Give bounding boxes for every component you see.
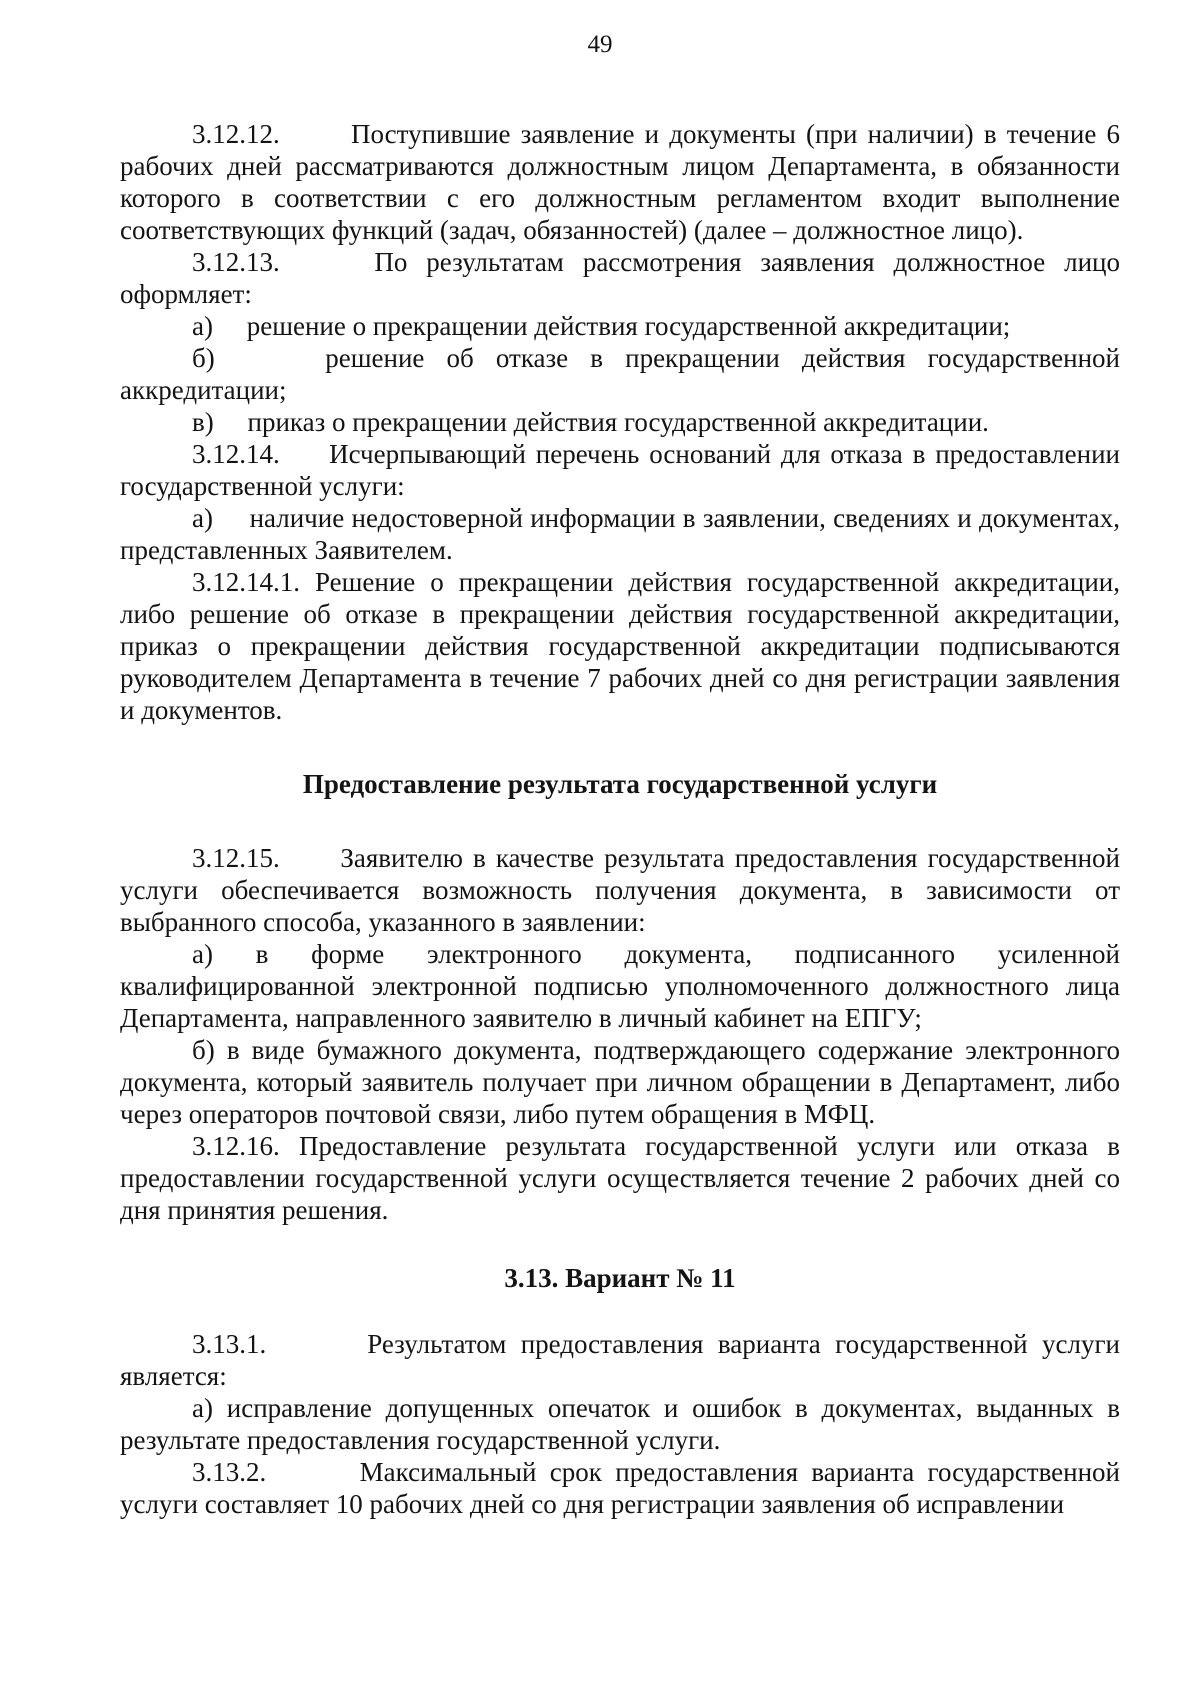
document-body [120, 118, 1120, 1520]
paragraph-3-12-15: 3.12.15. Заявителю в качестве результата предоставления государственной услуги обеспечивается возможность получения документа, в зависимости от выбранного способа, указанного в заявлении: [120, 843, 1120, 937]
page-number: 49 [587, 31, 613, 58]
paragraph-3-12-14: 3.12.14. Исчерпывающий перечень оснований для отказа в предоставлении государственной услуги: [120, 439, 1120, 501]
paragraph-3-12-13: 3.12.13. По результатам рассмотрения заявления должностное лицо оформляет: [120, 247, 1120, 309]
list-item-b-paper-document: б) в виде бумажного документа, подтверждающего содержание электронного документа, который заявитель получает при личном обращении в Департамент, либо через операторов почтовой связи, либо путем обращения в МФЦ. [120, 1035, 1120, 1129]
list-item-v-order-termination: в) приказ о прекращении действия государственной аккредитации. [192, 407, 989, 437]
paragraph-3-12-14-1: 3.12.14.1. Решение о прекращении действия государственной аккредитации, либо решение об отказе в прекращении действия государственной аккредитации, приказ о прекращении действия государственной аккредитации подписываются руководителем Департамента в течение 7 рабочих дней со дня регистрации заявления и документов. [120, 567, 1120, 725]
list-item-a-electronic-document: а) в форме электронного документа, подписанного усиленной квалифицированной электронной подписью уполномоченного должностного лица Департамента, направленного заявителю в личный кабинет на ЕПГУ; [120, 939, 1120, 1033]
list-item-a-correction: а) исправление допущенных опечаток и ошибок в документах, выданных в результате предоставления государственной услуги. [120, 1393, 1120, 1455]
list-item-a-decision-termination: а) решение о прекращении действия государственной аккредитации; [192, 311, 1011, 341]
paragraph-3-12-12: 3.12.12. Поступившие заявление и документы (при наличии) в течение 6 рабочих дней рассматриваются должностным лицом Департамента, в обязанности которого в соответствии с его должностным регламентом входит выполнение соответствующих функций (задач, обязанностей) (далее – должностное лицо). [120, 119, 1120, 245]
section-heading-variant-11: 3.13. Вариант № 11 [504, 1263, 736, 1293]
paragraph-3-13-2: 3.13.2. Максимальный срок предоставления варианта государственной услуги составляет 10 рабочих дней со дня регистрации заявления об исправлении [120, 1457, 1120, 1519]
list-item-a-unreliable-info: а) наличие недостоверной информации в заявлении, сведениях и документах, представленных Заявителем. [120, 503, 1120, 565]
section-heading-result-provision: Предоставление результата государственной услуги [302, 769, 938, 799]
paragraph-3-13-1: 3.13.1. Результатом предоставления варианта государственной услуги является: [120, 1329, 1120, 1391]
paragraph-3-12-16: 3.12.16. Предоставление результата государственной услуги или отказа в предоставлении государственной услуги осуществляется течение 2 рабочих дней со дня принятия решения. [120, 1131, 1120, 1225]
list-item-b-decision-refusal: б) решение об отказе в прекращении действия государственной аккредитации; [120, 343, 1120, 405]
